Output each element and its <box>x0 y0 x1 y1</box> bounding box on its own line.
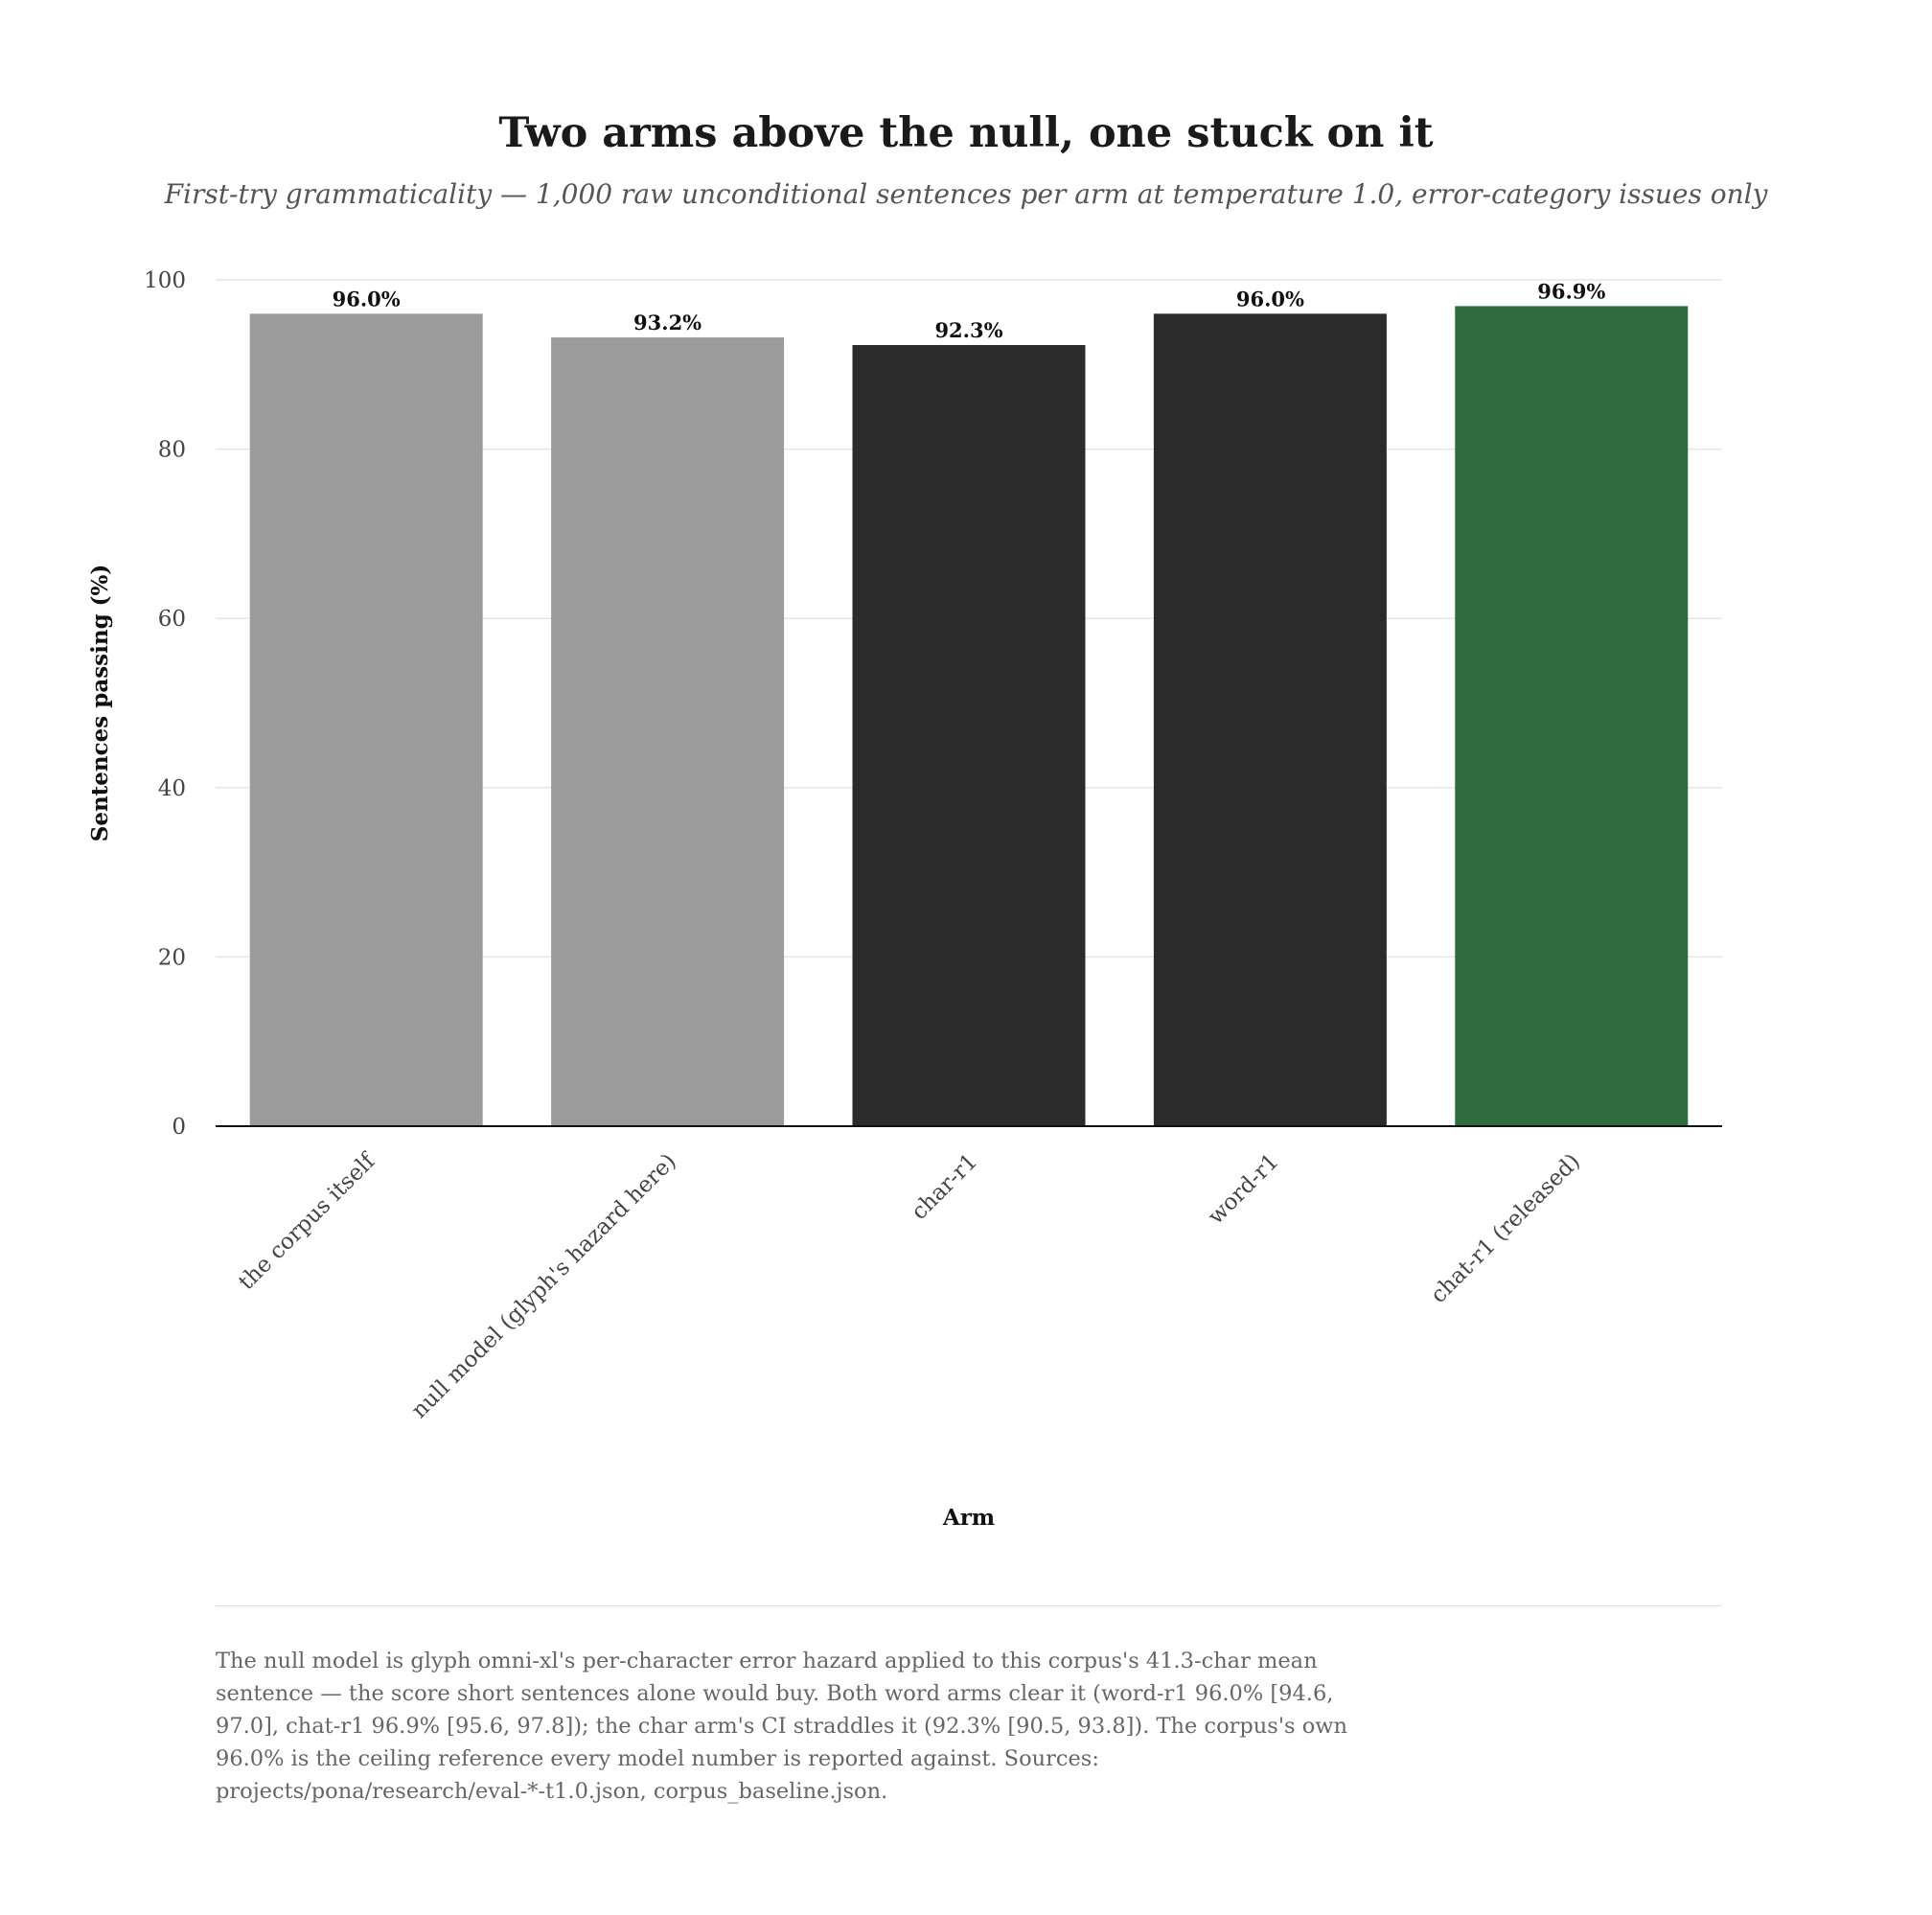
footnote-divider <box>216 1605 1722 1606</box>
x-axis-title: Arm <box>942 1505 996 1531</box>
x-category-label: chat-r1 (released) <box>1426 1148 1586 1308</box>
bar-value-label: 92.3% <box>934 317 1003 342</box>
chart-subtitle: First-try grammaticality — 1,000 raw unconditional sentences per arm at temperature 1.0, error-category issues only <box>164 178 1768 210</box>
bar-value-label: 96.9% <box>1537 279 1606 304</box>
bar <box>853 345 1086 1126</box>
y-tick-label: 40 <box>157 775 186 801</box>
bar <box>1455 306 1688 1126</box>
bar-value-label: 96.0% <box>332 287 401 311</box>
y-tick-label: 100 <box>144 268 186 293</box>
x-category-label: char-r1 <box>907 1148 983 1225</box>
bar <box>250 313 483 1126</box>
chart-title: Two arms above the null, one stuck on it <box>498 109 1434 157</box>
bar-value-label: 96.0% <box>1235 287 1304 311</box>
bar-value-label: 93.2% <box>633 311 702 335</box>
x-category-label: null model (glyph's hazard here) <box>406 1148 681 1424</box>
x-category-label: word-r1 <box>1203 1148 1284 1230</box>
bar-value-labels <box>333 279 1606 342</box>
footnote: The null model is glyph omni-xl's per-character error hazard applied to this corpus's 41.3-char mean sentence — the score short sentences alone would buy. Both word arms clear it (word-r1 96.0% [94.6, 97.0], chat-r1 96.9% [95.6, 97.8]); the char arm's CI straddles it (92.3% [90.5, 93.8]). The corpus's own 96.0% is the ceiling reference every model number is reported against. Sources: projects/pona/research/eval-*-t1.0.json, corpus_baseline.json. <box>216 1649 1348 1804</box>
bars <box>250 306 1689 1126</box>
y-axis-title: Sentences passing (%) <box>87 564 113 842</box>
y-tick-label: 0 <box>172 1115 186 1140</box>
y-tick-label: 20 <box>157 945 186 971</box>
x-category-label: the corpus itself <box>234 1148 380 1296</box>
x-axis-categories <box>234 1148 1585 1423</box>
bar <box>551 337 784 1126</box>
y-tick-label: 60 <box>157 607 186 633</box>
y-axis-ticks <box>144 268 186 1140</box>
bar <box>1154 313 1387 1126</box>
y-tick-label: 80 <box>157 437 186 463</box>
